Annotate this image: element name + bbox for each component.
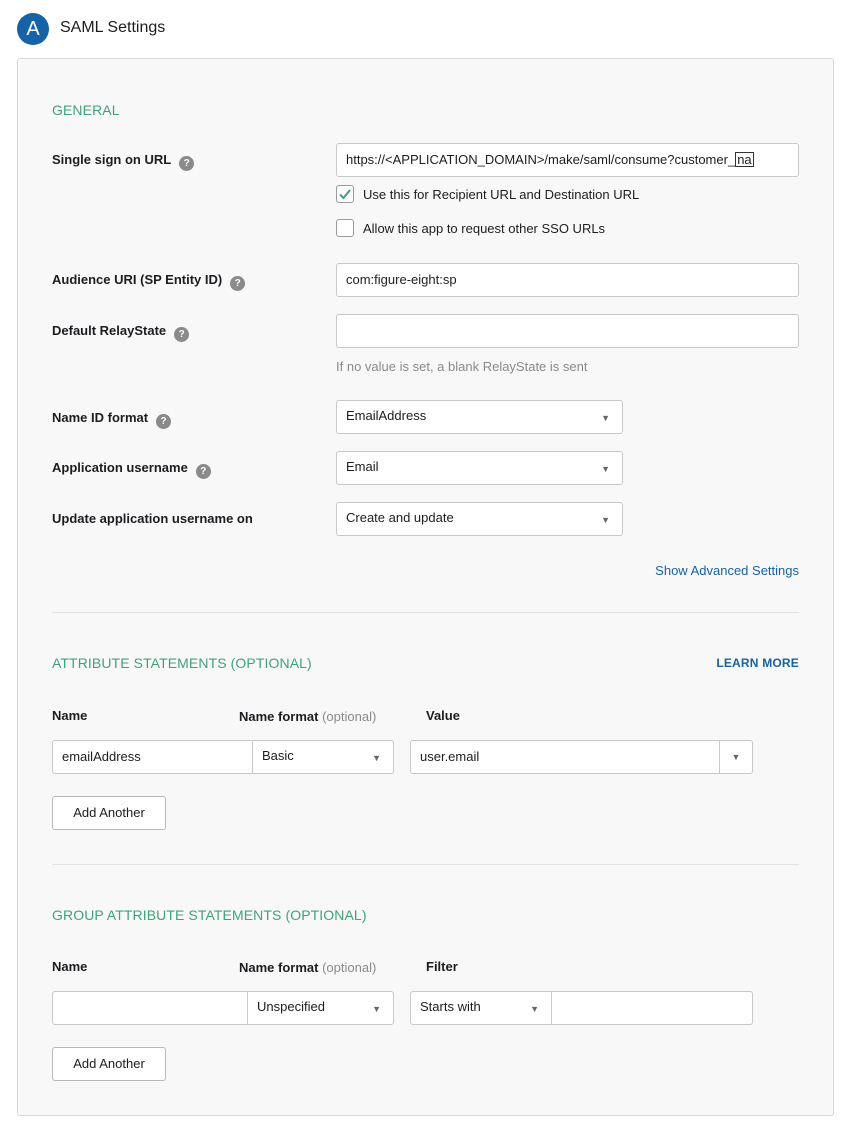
step-badge: A — [17, 13, 49, 45]
group-col-format — [239, 960, 376, 975]
group-filter-type-select[interactable] — [410, 991, 552, 1025]
group-attribute-statements-title: GROUP ATTRIBUTE STATEMENTS (OPTIONAL) — [52, 907, 367, 923]
section-divider — [52, 864, 799, 865]
group-filter-type-value: Starts with — [420, 999, 481, 1014]
caret-down-icon: ▼ — [601, 464, 610, 474]
app-username-value: Email — [346, 459, 379, 474]
sso-url-input[interactable] — [336, 143, 799, 177]
group-name-input[interactable] — [52, 991, 248, 1025]
audience-uri-label-text: Audience URI (SP Entity ID) — [52, 272, 223, 287]
attr-value-input[interactable] — [410, 740, 753, 774]
group-col-name: Name — [52, 959, 88, 974]
sso-url-label-text: Single sign on URL — [52, 152, 172, 167]
show-advanced-settings-link[interactable]: Show Advanced Settings — [655, 563, 799, 578]
help-icon[interactable]: ? — [196, 464, 211, 479]
caret-down-icon[interactable]: ▼ — [719, 741, 752, 773]
other-sso-checkbox[interactable] — [336, 219, 354, 237]
app-username-select[interactable] — [336, 451, 623, 485]
app-username-label-text: Application username — [52, 460, 188, 475]
help-icon[interactable]: ? — [230, 276, 245, 291]
help-icon[interactable]: ? — [156, 414, 171, 429]
group-format-select[interactable] — [247, 991, 394, 1025]
other-sso-checkbox-label: Allow this app to request other SSO URLs — [363, 221, 606, 236]
learn-more-link[interactable]: LEARN MORE — [716, 656, 799, 670]
general-section-title: GENERAL — [52, 102, 120, 118]
update-username-select[interactable] — [336, 502, 623, 536]
attr-format-value: Basic — [262, 748, 294, 763]
group-format-value: Unspecified — [257, 999, 325, 1014]
sso-url-value: https://<APPLICATION_DOMAIN>/make/saml/consume?customer_ — [346, 152, 736, 167]
sso-url-label — [52, 152, 194, 171]
page-title: SAML Settings — [60, 19, 166, 36]
group-col-format-optional: (optional) — [322, 960, 377, 975]
add-another-attribute-button[interactable]: Add Another — [52, 796, 166, 830]
checkmark-icon — [337, 186, 353, 202]
group-filter-value-input[interactable] — [551, 991, 753, 1025]
attr-format-select[interactable] — [252, 740, 394, 774]
relay-state-input[interactable] — [336, 314, 799, 348]
relay-state-label-text: Default RelayState — [52, 323, 167, 338]
relay-state-label — [52, 323, 189, 342]
help-icon[interactable]: ? — [179, 156, 194, 171]
name-id-format-value: EmailAddress — [346, 408, 427, 423]
caret-down-icon: ▼ — [601, 515, 610, 525]
group-col-format-text: Name format — [239, 960, 319, 975]
attr-name-input[interactable]: emailAddress — [52, 740, 253, 774]
attr-col-format-optional: (optional) — [322, 709, 377, 724]
name-id-format-select[interactable] — [336, 400, 623, 434]
attr-value-text: user.email — [420, 749, 480, 764]
audience-uri-input[interactable]: com:figure-eight:sp — [336, 263, 799, 297]
name-id-format-label — [52, 410, 171, 429]
attribute-statements-title: ATTRIBUTE STATEMENTS (OPTIONAL) — [52, 655, 312, 671]
attr-col-value: Value — [426, 708, 460, 723]
caret-down-icon: ▼ — [372, 753, 381, 763]
recipient-url-checkbox[interactable] — [336, 185, 354, 203]
update-username-label: Update application username on — [52, 511, 253, 526]
attr-col-format-text: Name format — [239, 709, 319, 724]
relay-state-hint: If no value is set, a blank RelayState is sent — [336, 359, 588, 374]
attr-col-format — [239, 709, 376, 724]
name-id-format-label-text: Name ID format — [52, 410, 149, 425]
caret-down-icon: ▼ — [601, 413, 610, 423]
caret-down-icon: ▼ — [372, 1004, 381, 1014]
app-username-label — [52, 460, 211, 479]
saml-settings-panel — [17, 58, 834, 1116]
attr-col-name: Name — [52, 708, 88, 723]
help-icon[interactable]: ? — [174, 327, 189, 342]
text-cursor-selection: na — [737, 152, 752, 167]
add-another-group-attribute-button[interactable]: Add Another — [52, 1047, 166, 1081]
audience-uri-label — [52, 272, 245, 291]
section-divider — [52, 612, 799, 613]
recipient-url-checkbox-label: Use this for Recipient URL and Destination URL — [363, 187, 640, 202]
caret-down-icon: ▼ — [530, 1004, 539, 1014]
update-username-value: Create and update — [346, 510, 454, 525]
group-col-filter: Filter — [426, 959, 458, 974]
